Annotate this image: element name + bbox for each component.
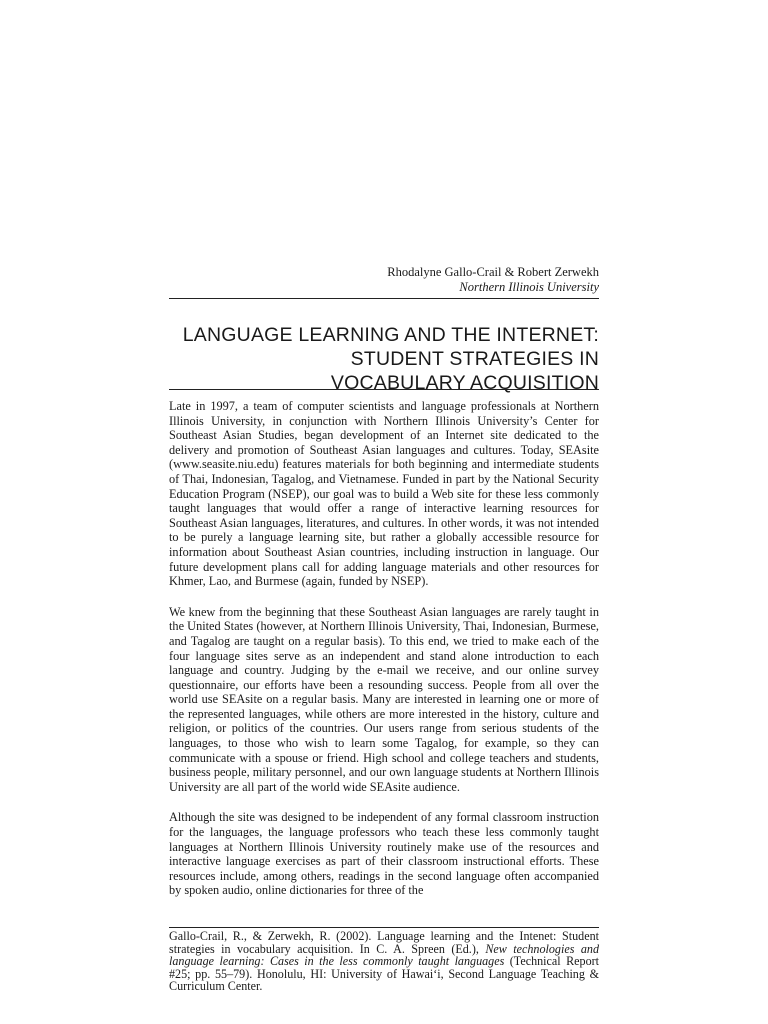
paper-title [183,323,599,395]
title-bottom-rule [169,389,599,390]
body-paragraph-3: Although the site was designed to be independent of any formal classroom instruction for the languages, the language professors who teach these less commonly taught languages at Northern Illinois University routinely make use of the resources and interactive language exercises as part of their classroom instructional efforts. These resources include, among others, readings in the second language often accompanied by spoken audio, online dictionaries for three of the [169,810,599,898]
paper-page [169,0,599,1024]
citation-book-title: New technologies and language learning: Cases in the less commonly taught languages [169,941,599,969]
author-names: Rhodalyne Gallo-Crail & Robert Zerwekh [387,265,599,279]
author-affiliation: Northern Illinois University [459,280,599,294]
author-block [387,265,599,295]
title-line-1: LANGUAGE LEARNING AND THE INTERNET: [182,324,599,347]
title-line-2: STUDENT STRATEGIES IN [350,348,599,371]
citation-text-part-1: Gallo-Crail, R., & Zerwekh, R. (2002). Language learning and the Intenet: Student strategies in vocabulary acquisition. In C. A. Spreen (Ed.), [169,929,599,956]
body-paragraph-1: Late in 1997, a team of computer scientists and language professionals at Northern Illinois University, in conjunction with Northern Illinois University’s Center for Southeast Asian Studies, began development of an Internet site dedicated to the delivery and promotion of Southeast Asian languages and cultures. Today, SEAsite (www.seasite.niu.edu) features materials for both beginning and intermediate students of Thai, Indonesian, Tagalog, and Vietnamese. Funded in part by the National Security Education Program (NSEP), our goal was to build a Web site for these less commonly taught languages that would offer a range of interactive learning resources for Southeast Asian languages, literatures, and cultures. In other words, it was not intended to be purely a language learning site, but rather a globally accessible resource for information about Southeast Asian countries, including instruction in language. Our future development plans call for adding language materials and other resources for Khmer, Lao, and Burmese (again, funded by NSEP). [169,399,599,589]
title-line-3: VOCABULARY ACQUISITION [330,372,599,395]
body-paragraph-2: We knew from the beginning that these Southeast Asian languages are rarely taught in the United States (however, at Northern Illinois University, Thai, Indonesian, Burmese, and Tagalog are taught on a regular basis). To this end, we tried to make each of the four language sites serve as an independent and stand alone introduction to each language and country. Judging by the e-mail we receive, and our online survey questionnaire, our efforts have been a resounding success. People from all over the world use SEAsite on a regular basis. Many are interested in learning one or more of the represented languages, while others are more interested in the history, culture and religion, or politics of the countries. Our users range from serious students of the languages, to those who wish to learn some Tagalog, for example, so they can communicate with a spouse or friend. High school and college teachers and students, business people, military personnel, and our own language students at Northern Illinois University are all part of the world wide SEAsite audience. [169,604,599,794]
citation-footnote [169,927,599,993]
article-body [169,399,599,914]
citation-text-part-2: (Technical Report #25; pp. 55–79). Honolulu, HI: University of Hawai‘i, Second Language Teaching & Curriculum Center. [169,954,599,994]
title-top-rule [169,298,599,299]
